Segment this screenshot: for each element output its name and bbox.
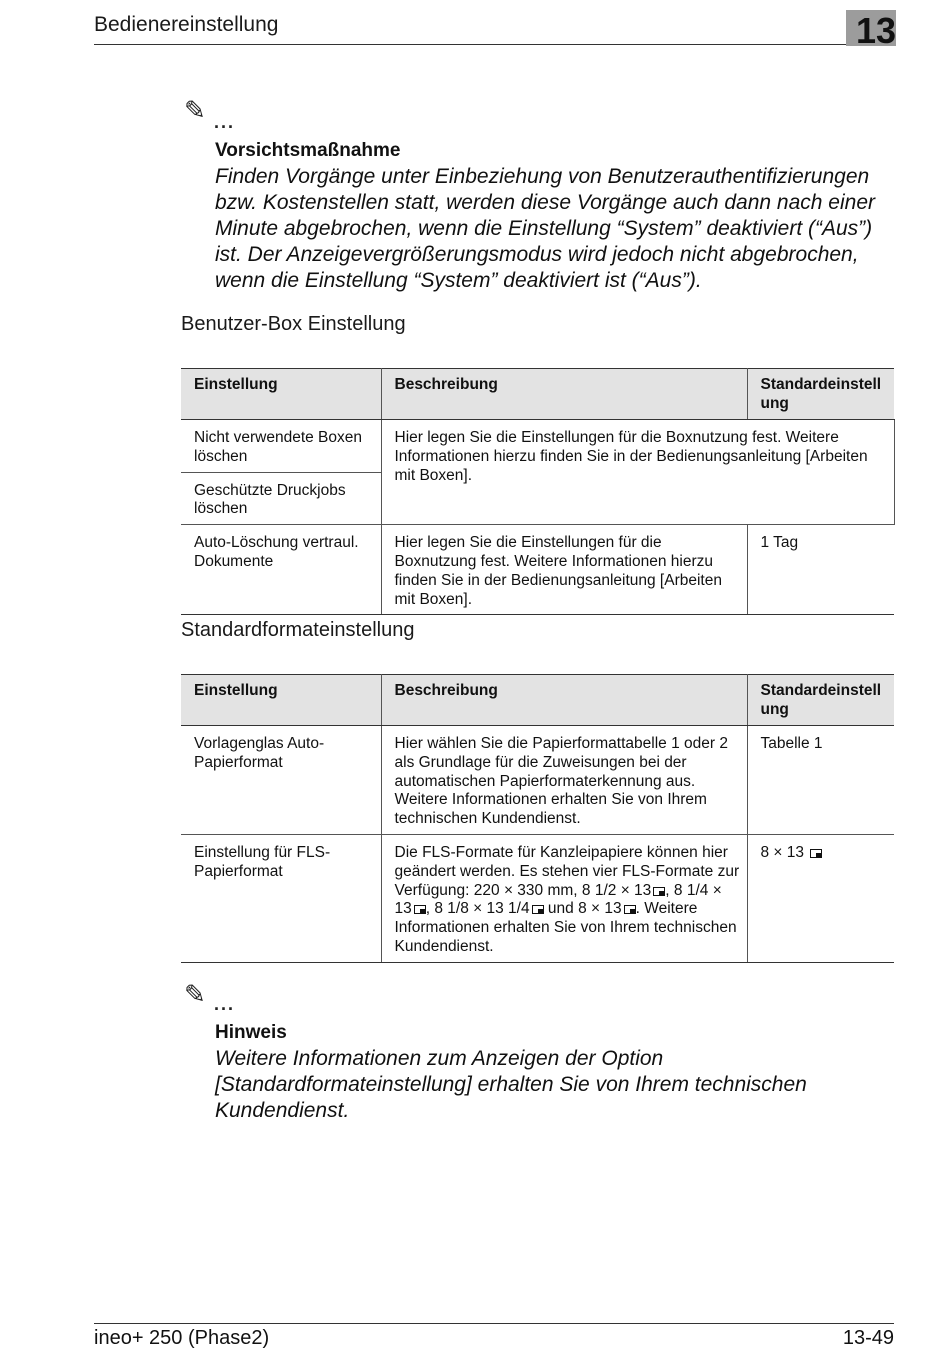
table-row	[181, 834, 894, 962]
note-line: Weitere Informationen zum Anzeigen der Option	[215, 1047, 664, 1070]
setting-cell: Einstellung für FLS-Papierformat	[181, 834, 381, 962]
description-text: , 8 1/8 × 13 1/4	[425, 900, 530, 918]
note-body	[215, 164, 905, 294]
column-header-setting: Einstellung	[181, 675, 381, 726]
note-title: Hinweis	[215, 1022, 287, 1043]
setting-cell: Geschützte Druckjobs löschen	[181, 472, 381, 525]
paper-orientation-icon	[653, 887, 665, 896]
footer-rule	[94, 1323, 894, 1324]
default-text: 8 × 13	[760, 843, 805, 861]
default-cell: 1 Tag	[747, 525, 894, 615]
format-settings-table	[181, 674, 894, 963]
note-title: Vorsichtsmaßnahme	[215, 140, 401, 161]
pencil-note-icon: ✎	[184, 95, 206, 125]
note-line: Minute abgebrochen, wenn die Einstellung “System” deaktiviert (“Aus”)	[215, 217, 873, 240]
setting-cell: Auto-Löschung vertraul. Dokumente	[181, 525, 381, 615]
note-line: [Standardformateinstellung] erhalten Sie von Ihrem technischen	[215, 1073, 807, 1096]
note-line: ist. Der Anzeigevergrößerungsmodus wird jedoch nicht abgebrochen,	[215, 243, 859, 266]
header-rule	[94, 44, 894, 45]
note-dots: ...	[214, 994, 236, 1014]
table-row	[181, 726, 894, 835]
settings-table	[181, 368, 895, 615]
setting-cell: Nicht verwendete Boxen löschen	[181, 420, 381, 473]
table-header-row	[181, 675, 894, 726]
paper-orientation-icon	[414, 905, 426, 914]
description-cell: Hier wählen Sie die Papierformattabelle 1 oder 2 als Grundlage für die Zuweisungen bei der automatischen Papierformaterkennung aus. Weitere Informationen erhalten Sie von Ihrem technischen Kundendienst.	[381, 726, 747, 835]
section-heading: Benutzer-Box Einstellung	[181, 313, 406, 335]
note-line: bzw. Kostenstellen statt, werden diese Vorgänge auch dann nach einer	[215, 191, 875, 214]
table-row	[181, 525, 894, 615]
footer-product-name: ineo+ 250 (Phase2)	[94, 1327, 270, 1349]
table-header-row	[181, 369, 894, 420]
chapter-number: 13	[855, 10, 896, 51]
description-text: . Weitere Informationen erhalten Sie von Ihrem technischen Kundendienst.	[394, 900, 737, 955]
column-header-setting: Einstellung	[181, 369, 381, 420]
table-row	[181, 420, 894, 473]
paper-orientation-icon	[810, 849, 822, 858]
column-header-description: Beschreibung	[381, 675, 747, 726]
column-header-default: Standardeinstell ung	[747, 369, 894, 420]
description-text: Die FLS-Formate für Kanzleipapiere können hier geändert werden. Es stehen vier FLS-Formate zur Verfügung: 220 × 330 mm, 8 1/2 × 13	[394, 843, 740, 899]
paper-orientation-icon	[624, 905, 636, 914]
description-cell: Hier legen Sie die Einstellungen für die Boxnutzung fest. Weitere Informationen hierzu finden Sie in der Bedienungsanleitung [Arbeiten mit Boxen].	[381, 420, 894, 525]
note-line: Kundendienst.	[215, 1099, 350, 1122]
column-header-description: Beschreibung	[381, 369, 747, 420]
default-cell	[747, 834, 894, 962]
section-heading: Standardformateinstellung	[181, 619, 415, 641]
description-text: und 8 × 13	[543, 900, 622, 918]
description-text: , 8 1/4 × 13	[394, 881, 722, 918]
description-cell	[381, 834, 747, 962]
note-body	[215, 1046, 905, 1124]
running-header-title: Bedienereinstellung	[94, 13, 279, 36]
paper-orientation-icon	[532, 905, 544, 914]
setting-cell: Vorlagenglas Auto-Papierformat	[181, 726, 381, 835]
note-dots: ...	[214, 112, 236, 132]
footer-page-number: 13-49	[842, 1327, 894, 1349]
note-line: wenn die Einstellung “System” deaktiviert ist (“Aus”).	[215, 269, 702, 292]
column-header-default: Standardeinstell ung	[747, 675, 894, 726]
pencil-note-icon: ✎	[184, 979, 206, 1009]
description-cell: Hier legen Sie die Einstellungen für die Boxnutzung fest. Weitere Informationen hierzu finden Sie in der Bedienungsanleitung [Arbeiten mit Boxen].	[381, 525, 747, 615]
default-cell: Tabelle 1	[747, 726, 894, 835]
note-line: Finden Vorgänge unter Einbeziehung von Benutzerauthentifizierungen	[215, 165, 870, 188]
